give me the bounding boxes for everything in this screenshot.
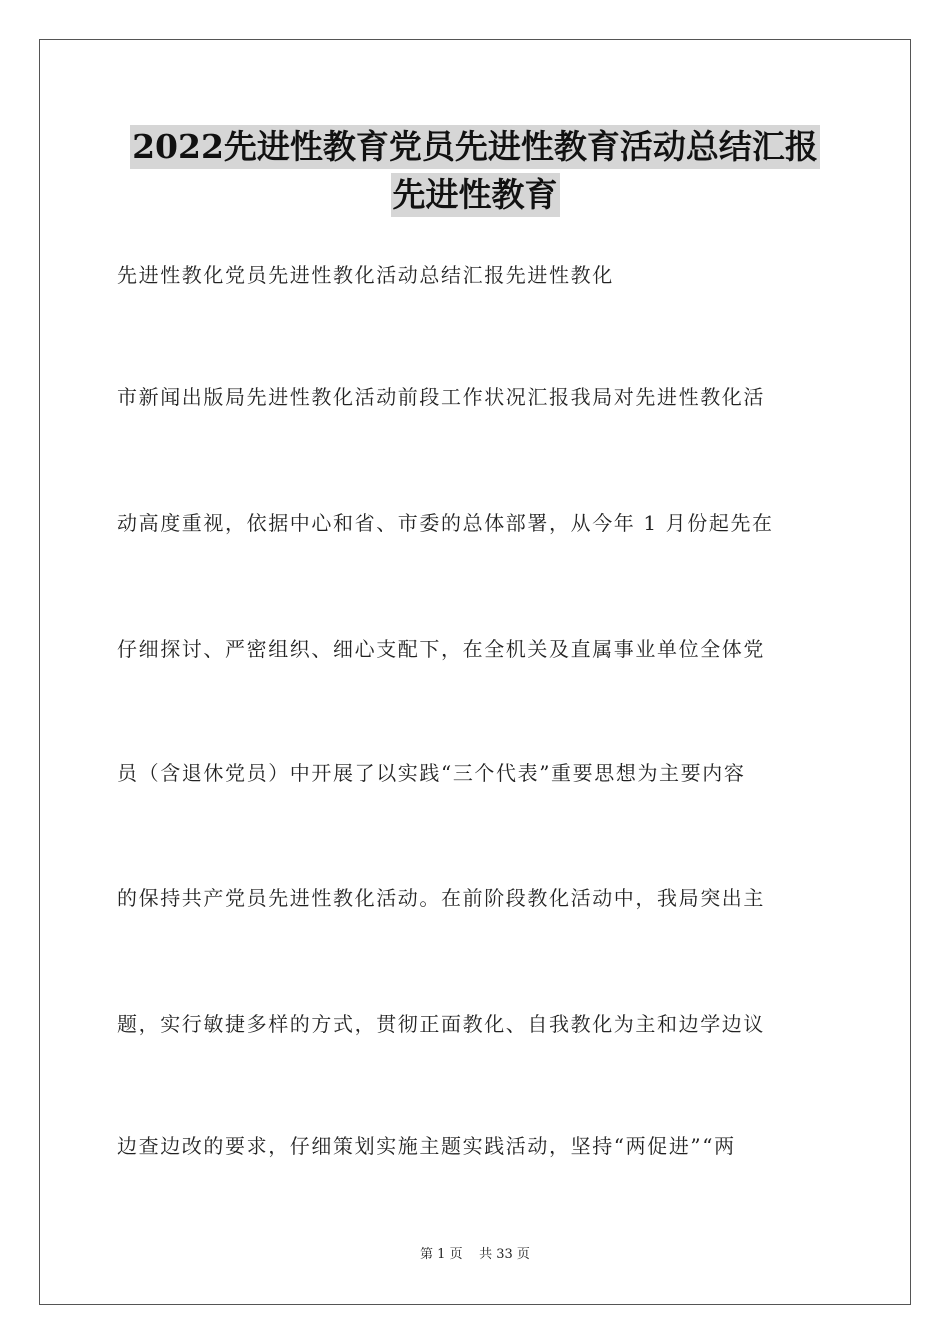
page-total: 共 33 页 [479,1247,530,1262]
title-line-2: 先进性教育 [391,173,560,217]
page-border [39,39,911,1305]
paragraph-line: 员（含退休党员）中开展了以实践“三个代表”重要思想为主要内容 [117,761,746,785]
paragraph-line: 仔细探讨、严密组织、细心支配下，在全机关及直属事业单位全体党 [117,637,765,661]
page-footer [0,1246,950,1264]
document-title [0,125,950,217]
paragraph-line: 的保持共产党员先进性教化活动。在前阶段教化活动中，我局突出主 [117,886,765,910]
paragraph-line: 动高度重视，依据中心和省、市委的总体部署，从今年 1 月份起先在 [117,511,774,535]
page-number: 第 1 页 [420,1247,463,1262]
paragraph-line: 市新闻出版局先进性教化活动前段工作状况汇报我局对先进性教化活 [117,385,765,409]
paragraph-line: 先进性教化党员先进性教化活动总结汇报先进性教化 [117,263,614,287]
paragraph-line: 边查边改的要求，仔细策划实施主题实践活动，坚持“两促进”“两 [117,1134,736,1158]
title-line-1: 2022先进性教育党员先进性教育活动总结汇报 [130,125,820,169]
paragraph-line: 题，实行敏捷多样的方式，贯彻正面教化、自我教化为主和边学边议 [117,1012,765,1036]
